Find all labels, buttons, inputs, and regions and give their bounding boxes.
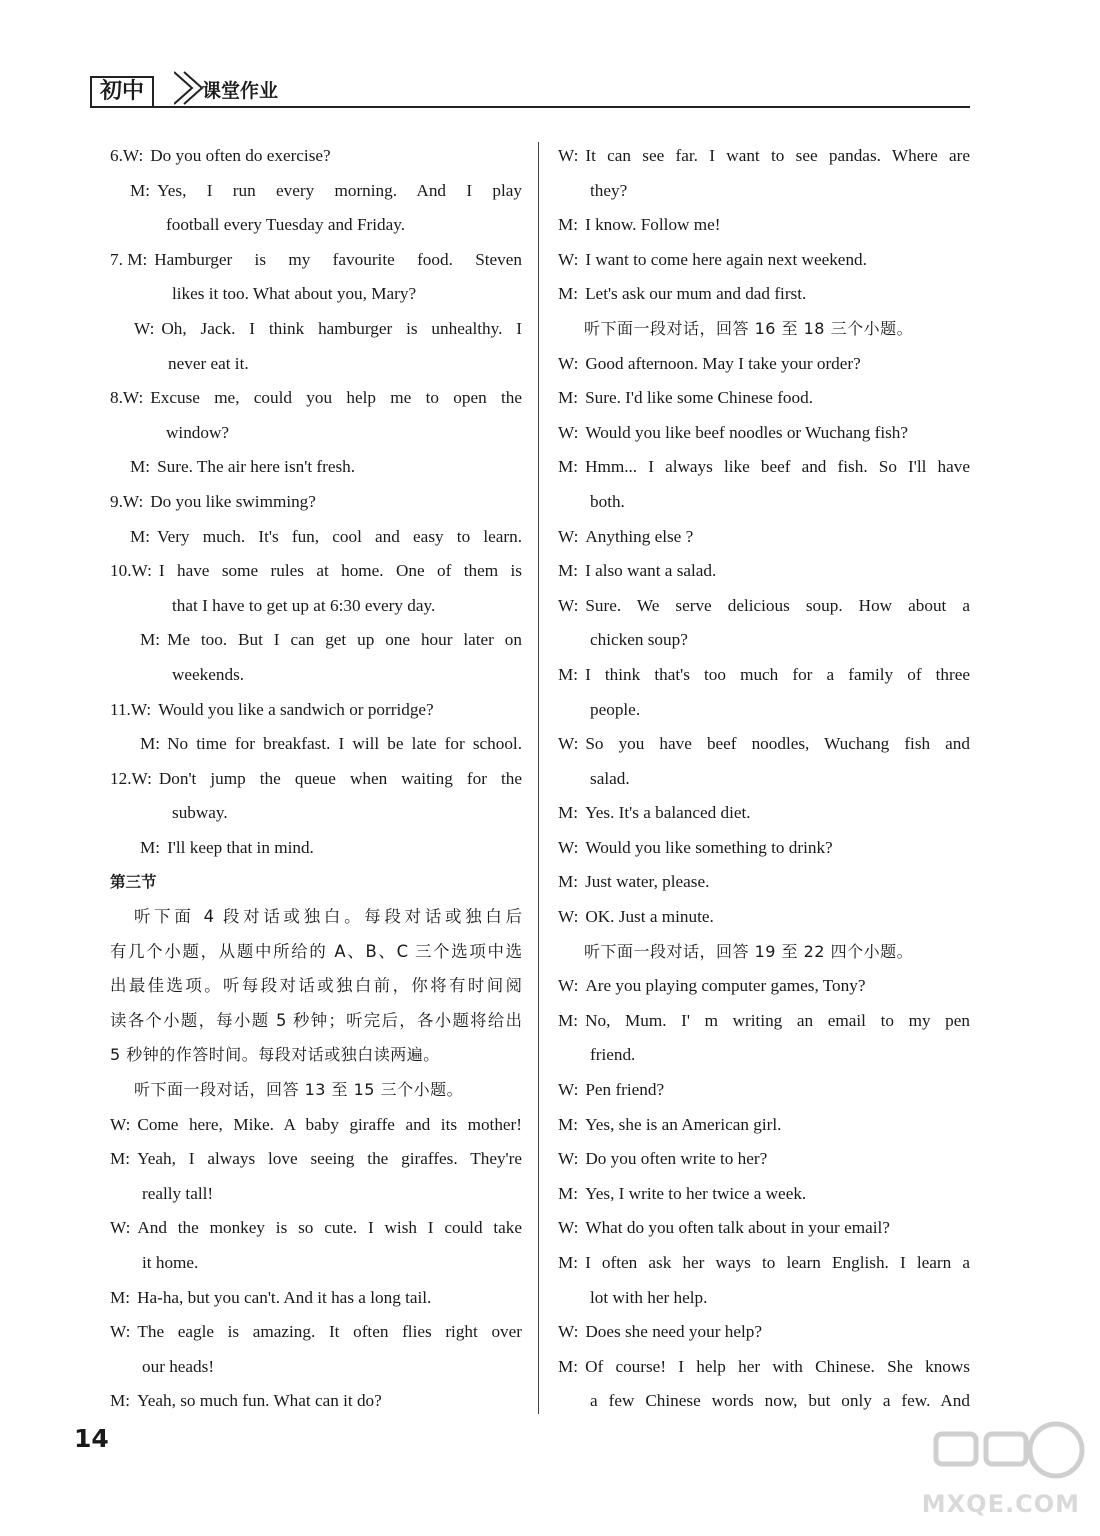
instruction-line: 有几个小题，从题中所给的 A、B、C 三个选项中选 <box>110 941 522 961</box>
dialogue-line <box>110 139 522 174</box>
dialogue-text: likes it too. What about you, Mary? <box>172 284 417 304</box>
dialogue-text: No time for breakfast. I will be late for school. <box>167 734 522 754</box>
speaker-label: W: <box>134 318 155 338</box>
dialogue-line <box>558 1246 970 1281</box>
speaker-label: W: <box>558 595 579 615</box>
dialogue-text: Pen friend? <box>585 1080 665 1100</box>
speaker-label: 10.W: <box>110 561 152 581</box>
speaker-label: W: <box>558 422 579 442</box>
speaker-label: M: <box>558 388 579 408</box>
dialogue-text: salad. <box>590 768 630 788</box>
dialogue-text: Yes, she is an American girl. <box>585 1114 782 1134</box>
dialogue-text: Sure. I'd like some Chinese food. <box>585 388 813 408</box>
dialogue-line <box>558 139 970 174</box>
dialogue-line <box>558 381 970 416</box>
dialogue-line <box>558 1384 970 1419</box>
dialogue-line <box>558 658 970 693</box>
dialogue-line <box>110 1177 522 1212</box>
dialogue-text: Would you like something to drink? <box>585 837 833 857</box>
dialogue-text: Ha-ha, but you can't. And it has a long tail. <box>137 1287 432 1307</box>
dialogue-line <box>110 1350 522 1385</box>
dialogue-text: Does she need your help? <box>585 1322 762 1342</box>
dialogue-text: The eagle is amazing. It often flies right over <box>137 1322 522 1342</box>
dialogue-text: Would you like a sandwich or porridge? <box>158 699 434 719</box>
dialogue-line <box>558 1315 970 1350</box>
dialogue-line <box>558 693 970 728</box>
dialogue-line <box>110 520 522 555</box>
dialogue-text: Are you playing computer games, Tony? <box>585 976 866 996</box>
dialogue-text: chicken soup? <box>590 630 688 650</box>
dialogue-line <box>110 416 522 451</box>
dialogue-text: I also want a salad. <box>585 561 717 581</box>
dialogue-text: I have some rules at home. One of them is <box>158 561 522 581</box>
speaker-label: M: <box>140 837 161 857</box>
dialogue-text: I want to come here again next weekend. <box>585 249 867 269</box>
dialogue-text: No, Mum. I' m writing an email to my pen <box>585 1010 970 1030</box>
dialogue-line <box>110 658 522 693</box>
dialogue-text: OK. Just a minute. <box>585 907 714 927</box>
dialogue-text: really tall! <box>142 1183 214 1203</box>
dialogue-text: It can see far. I want to see pandas. Where are <box>585 146 970 165</box>
dialogue-line <box>558 174 970 209</box>
dialogue-line <box>558 831 970 866</box>
dialogue-text: Me too. But I can get up one hour later on <box>167 630 522 650</box>
speaker-label: M: <box>558 1253 579 1272</box>
speaker-label: M: <box>558 664 579 684</box>
speaker-label: W: <box>558 734 579 754</box>
speaker-label: M: <box>558 872 579 892</box>
dialogue-line <box>110 762 522 797</box>
dialogue-text: So you have beef noodles, Wuchang fish and <box>585 734 970 754</box>
dialogue-line <box>558 1108 970 1143</box>
dialogue-line <box>558 1350 970 1385</box>
speaker-label: M: <box>130 180 151 200</box>
dialogue-line <box>110 243 522 278</box>
dialogue-line <box>558 1177 970 1212</box>
dialogue-line <box>110 1211 522 1246</box>
speaker-label: W: <box>110 1218 131 1238</box>
speaker-label: 6.W: <box>110 146 144 165</box>
speaker-label: M: <box>110 1149 131 1169</box>
dialogue-text: Oh, Jack. I think hamburger is unhealthy. I <box>161 318 522 338</box>
dialogue-line <box>110 485 522 520</box>
speaker-label: W: <box>558 976 579 996</box>
dialogue-text: Hamburger is my favourite food. Steven <box>154 249 522 269</box>
dialogue-text: Would you like beef noodles or Wuchang fish? <box>585 422 909 442</box>
page-header <box>90 70 970 108</box>
dialogue-line <box>558 1038 970 1073</box>
dialogue-line <box>558 416 970 451</box>
dialogue-text: our heads! <box>142 1356 215 1376</box>
dialogue-text: Yeah, so much fun. What can it do? <box>137 1391 382 1411</box>
speaker-label: M: <box>558 1183 579 1203</box>
dialogue-text: people. <box>590 699 641 719</box>
watermark-text: MXQE.COM <box>921 1490 1080 1518</box>
dialogue-text: that I have to get up at 6:30 every day. <box>172 595 436 615</box>
dialogue-line <box>110 796 522 831</box>
speaker-label: 8.W: <box>110 388 144 408</box>
speaker-label: W: <box>558 249 579 269</box>
speaker-label: M: <box>558 215 579 235</box>
dialogue-line <box>110 1281 522 1316</box>
dialogue-line <box>558 277 970 312</box>
prompt-13-15: 听下面一段对话，回答 13 至 15 三个小题。 <box>134 1080 464 1100</box>
dialogue-text: Anything else ? <box>585 526 694 546</box>
speaker-label: W: <box>110 1322 131 1342</box>
dialogue-text: Don't jump the queue when waiting for the <box>158 768 522 788</box>
dialogue-text: Come here, Mike. A baby giraffe and its mother! <box>137 1114 522 1134</box>
dialogue-line <box>110 1246 522 1281</box>
dialogue-text: I'll keep that in mind. <box>167 837 314 857</box>
section-instructions <box>110 900 522 1073</box>
dialogue-text: Of course! I help her with Chinese. She knows <box>585 1356 970 1376</box>
speaker-label: W: <box>558 907 579 927</box>
dialogue-text: it home. <box>142 1253 199 1272</box>
dialogue-line <box>110 831 522 866</box>
dialogue-line <box>110 277 522 312</box>
dialogue-line <box>110 1142 522 1177</box>
dialogue-text: both. <box>590 491 625 511</box>
dialogue-text: Yeah, I always love seeing the giraffes. They're <box>137 1149 522 1169</box>
section-prompt: 听下面一段对话，回答 16 至 18 三个小题。 <box>584 318 914 338</box>
dialogue-text: a few Chinese words now, but only a few. And <box>590 1391 970 1411</box>
dialogue-line <box>558 554 970 589</box>
dialogue-line <box>110 174 522 209</box>
speaker-label: M: <box>110 1391 131 1411</box>
dialogue-line <box>558 796 970 831</box>
dialogue-continued <box>558 139 970 1419</box>
dialogue-line <box>110 450 522 485</box>
speaker-label: W: <box>558 1322 579 1342</box>
speaker-label: W: <box>558 1080 579 1100</box>
dialogue-text: Sure. We serve delicious soup. How about a <box>585 595 970 615</box>
dialogue-text: Very much. It's fun, cool and easy to learn. <box>157 526 522 546</box>
dialogue-text: Sure. The air here isn't fresh. <box>157 457 356 477</box>
dialogue-text: Do you often write to her? <box>585 1149 768 1169</box>
dialogue-text: Yes, I write to her twice a week. <box>585 1183 807 1203</box>
dialogue-6-12 <box>110 139 522 865</box>
dialogue-text: Just water, please. <box>585 872 710 892</box>
instruction-line: 出最佳选项。听每段对话或独白前，你将有时间阅 <box>110 976 522 996</box>
dialogue-line <box>558 1281 970 1316</box>
speaker-label: 9.W: <box>110 491 144 511</box>
dialogue-line <box>558 485 970 520</box>
dialogue-line <box>558 1211 970 1246</box>
left-column <box>110 139 522 1419</box>
speaker-label: M: <box>558 1114 579 1134</box>
dialogue-line <box>558 520 970 555</box>
dialogue-line <box>110 208 522 243</box>
speaker-label: 12.W: <box>110 768 152 788</box>
dialogue-line <box>110 623 522 658</box>
dialogue-line <box>110 1384 522 1419</box>
dialogue-line <box>110 1108 522 1143</box>
page-number: 14 <box>74 1424 109 1453</box>
speaker-label: M: <box>558 561 579 581</box>
dialogue-text: Let's ask our mum and dad first. <box>585 284 807 304</box>
dialogue-text: I often ask her ways to learn English. I learn a <box>585 1253 970 1272</box>
dialogue-text: weekends. <box>172 664 245 684</box>
speaker-label: M: <box>558 284 579 304</box>
dialogue-line <box>558 623 970 658</box>
dialogue-text: they? <box>590 180 628 200</box>
dialogue-line <box>110 312 522 347</box>
dialogue-text: never eat it. <box>168 353 249 373</box>
dialogue-line <box>558 1073 970 1108</box>
instruction-line: 5 秒钟的作答时间。每段对话或独白读两遍。 <box>110 1045 440 1065</box>
speaker-label: W: <box>558 353 579 373</box>
dialogue-line <box>110 381 522 416</box>
dialogue-text: Yes. It's a balanced diet. <box>585 803 751 823</box>
header-level-tag: 初中 <box>90 76 154 106</box>
speaker-label: W: <box>110 1114 131 1134</box>
dialogue-text: window? <box>166 422 230 442</box>
dialogue-line <box>558 450 970 485</box>
column-divider <box>538 142 539 1414</box>
dialogue-line <box>558 243 970 278</box>
speaker-label: W: <box>558 1218 579 1238</box>
dialogue-text: Yes, I run every morning. And I play <box>157 180 522 200</box>
dialogue-text: I think that's too much for a family of three <box>585 664 970 684</box>
dialogue-line <box>110 589 522 624</box>
dialogue-line <box>558 1142 970 1177</box>
dialogue-line <box>110 727 522 762</box>
dialogue-line <box>558 762 970 797</box>
dialogue-line <box>110 1315 522 1350</box>
speaker-label: M: <box>140 734 161 754</box>
dialogue-line <box>558 865 970 900</box>
dialogue-line <box>558 347 970 382</box>
speaker-label: M: <box>558 1010 579 1030</box>
dialogue-line <box>558 589 970 624</box>
speaker-label: W: <box>558 526 579 546</box>
speaker-label: M: <box>558 1356 579 1376</box>
dialogue-line <box>558 727 970 762</box>
section-heading: 第三节 <box>110 873 157 892</box>
dialogue-text: subway. <box>172 803 228 823</box>
dialogue-text: What do you often talk about in your email? <box>585 1218 890 1238</box>
dialogue-text: And the monkey is so cute. I wish I could take <box>137 1218 522 1238</box>
dialogue-text: lot with her help. <box>590 1287 708 1307</box>
dialogue-text: Excuse me, could you help me to open the <box>150 388 522 408</box>
dialogue-text: Do you often do exercise? <box>150 146 331 165</box>
dialogue-line <box>110 693 522 728</box>
dialogue-13-15 <box>110 1108 522 1419</box>
instruction-line: 听下面 4 段对话或独白。每段对话或独白后 <box>134 907 522 927</box>
speaker-label: M: <box>130 526 151 546</box>
instruction-line: 读各个小题，每小题 5 秒钟；听完后，各小题将给出 <box>110 1010 522 1030</box>
dialogue-line <box>110 347 522 382</box>
dialogue-line <box>558 208 970 243</box>
dialogue-line <box>558 900 970 935</box>
dialogue-line <box>110 554 522 589</box>
speaker-label: M: <box>130 457 151 477</box>
speaker-label: M: <box>558 457 579 477</box>
watermark-logo <box>921 1414 1088 1524</box>
speaker-label: M: <box>110 1287 131 1307</box>
header-title: 课堂作业 <box>202 80 279 102</box>
right-column <box>558 139 970 1419</box>
dialogue-line <box>558 1004 970 1039</box>
dialogue-text: Hmm... I always like beef and fish. So I'll have <box>585 457 970 477</box>
speaker-label: M: <box>558 803 579 823</box>
speaker-label: W: <box>558 146 579 165</box>
speaker-label: W: <box>558 837 579 857</box>
dialogue-text: Do you like swimming? <box>150 491 316 511</box>
section-prompt: 听下面一段对话，回答 19 至 22 四个小题。 <box>584 941 914 961</box>
dialogue-text: friend. <box>590 1045 636 1065</box>
dialogue-text: football every Tuesday and Friday. <box>166 215 405 235</box>
speaker-label: M: <box>140 630 161 650</box>
header-rule <box>90 106 970 108</box>
speaker-label: 7. M: <box>110 249 148 269</box>
speaker-label: 11.W: <box>110 699 152 719</box>
dialogue-text: I know. Follow me! <box>585 215 721 235</box>
dialogue-line <box>558 969 970 1004</box>
dialogue-text: Good afternoon. May I take your order? <box>585 353 861 373</box>
speaker-label: W: <box>558 1149 579 1169</box>
